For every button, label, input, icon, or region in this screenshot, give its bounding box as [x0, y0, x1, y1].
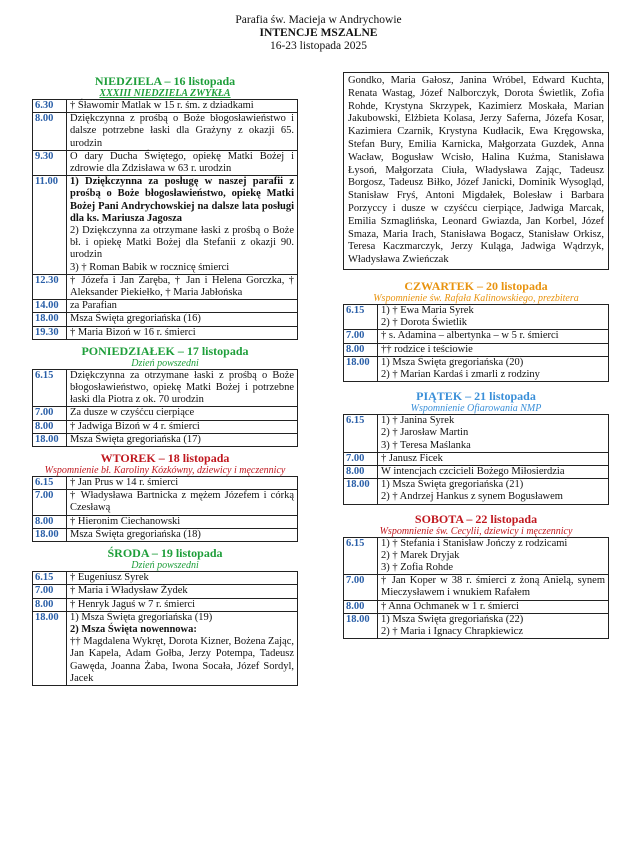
- table-row: [33, 100, 298, 113]
- table-row: [33, 585, 298, 598]
- mass-intention: [378, 613, 609, 638]
- day-title-saturday: SOBOTA – 22 listopada: [414, 511, 538, 526]
- intention-line: 2) † Marek Dryjak: [381, 549, 460, 561]
- mass-time: 6.30: [33, 100, 67, 113]
- mass-time: 6.15: [33, 572, 67, 585]
- mass-intention: † Maria Bizoń w 16 r. śmierci: [67, 326, 298, 339]
- mass-table-monday: [32, 369, 298, 447]
- mass-time: 12.30: [33, 274, 67, 299]
- table-row: [33, 598, 298, 611]
- day-title-tuesday: WTOREK – 18 listopada: [100, 451, 230, 466]
- table-row: [344, 343, 609, 356]
- mass-intention: za Parafian: [67, 300, 298, 313]
- intention-line: †† Magdalena Wykręt, Dorota Kizner, Bożena Zając, Jan Kapela, Adam Gołba, Jerzy Potempa, Tadeusz Gawęda, Joanna Żaba, Iwona Socała, Józef Sordyl, Jacek: [70, 636, 294, 684]
- table-row: [33, 420, 298, 433]
- mass-intention: O dary Ducha Świętego, opiekę Matki Bożej i zdrowie dla Zdzisława w 63 r. urodzin: [67, 150, 298, 175]
- intention-line: 3) † Teresa Maślanka: [381, 439, 471, 451]
- mass-time: 6.15: [344, 537, 378, 575]
- mass-intention: † Władysława Bartnicka z mężem Józefem i córką Czesławą: [67, 490, 298, 515]
- table-row: [33, 274, 298, 299]
- mass-intention: Msza Święta gregoriańska (17): [67, 433, 298, 446]
- intention-line: 2) † Dorota Świetlik: [381, 317, 468, 329]
- mass-intention: † s. Adamina – albertynka – w 5 r. śmierci: [378, 330, 609, 343]
- table-row: [344, 613, 609, 638]
- mass-time: 7.00: [33, 490, 67, 515]
- mass-time: 9.30: [33, 150, 67, 175]
- mass-intention: [378, 304, 609, 329]
- mass-intention: † Śławomir Matlak w 15 r. śm. z dziadkami: [67, 100, 298, 113]
- table-row: [33, 300, 298, 313]
- mass-time: 18.00: [344, 356, 378, 381]
- table-row: [344, 465, 609, 478]
- mass-intention: [67, 176, 298, 275]
- right-column: [343, 72, 609, 639]
- mass-intention: † Henryk Jaguś w 7 r. śmierci: [67, 598, 298, 611]
- day-title-monday: PONIEDZIAŁEK – 17 listopada: [81, 343, 249, 358]
- day-title-thursday: CZWARTEK – 20 listopada: [404, 278, 548, 293]
- intention-line: 1) Dziękczynna za posługę w naszej parafii z prośbą o Boże błogosławieństwo, opiekę Matki Bożej Pani Andrychowskiej na dalsze lata posługi dla ks. Mariusza Jagosza: [70, 176, 294, 224]
- mass-intention: †† rodzice i teściowie: [378, 343, 609, 356]
- table-row: [33, 528, 298, 541]
- mass-time: 8.00: [33, 420, 67, 433]
- day-subtitle-tuesday: Wspomnienie bł. Karoliny Kózkówny, dziewicy i męczennicy: [44, 465, 286, 477]
- table-row: [33, 477, 298, 490]
- table-row: [33, 113, 298, 151]
- novena-continuation: Gondko, Maria Gałosz, Janina Wróbel, Edward Kuchta, Renata Wastag, Józef Nalborczyk, Dorota Świetlik, Zofia Rohde, Krystyna Skrzypek, Kazimierz Moskała, Marian Jakubowski, Elżbieta Kolasa, Jerzy Saferna, Józefa Kosar, Kazimiera Czarnik, Krystyna Kudłacik, Ewa Kręgowska, Stefan Bury, Emilia Karnicka, Małgorzata Guzdek, Anna Wacław, Bogusław Wcisło, Halina Kuźma, Stanisława Łysoń, Małgorzata Ciuła, Władysława Zając, Tadeusz Borgosz, Tadeusz Biłko, Józef Janicki, Dominik Wysogląd, Stanisław Fryś, Antoni Migdałek, Bolesław i Barbara Porzyccy i dusze w czyśćcu cierpiące, Jadwiga Marcak, Emilia Szmaglińska, Leonard Gwiazda, Jan Korbel, Józef Smaza, Maria Irach, Stanisława Bogacz, Stanisław Orkisz, Teresa Kaczmarczyk, Jerzy Kuląga, Jadwiga Wądrzyk, Władysława Zwieńczak: [343, 72, 609, 270]
- intention-line: 3) † Roman Babik w rocznicę śmierci: [70, 261, 230, 273]
- intention-line: 2) Dziękczynna za otrzymane łaski z prośbą o Boże bł. i opiekę Matki Bożej dla Stefanii z okazji 90. urodzin: [70, 225, 294, 261]
- mass-intention: † Janusz Ficek: [378, 452, 609, 465]
- table-row: [33, 176, 298, 275]
- intention-line: 2) † Jarosław Martin: [381, 427, 469, 439]
- mass-time: 19.30: [33, 326, 67, 339]
- mass-intention: † Jan Prus w 14 r. śmierci: [67, 477, 298, 490]
- mass-time: 18.00: [344, 613, 378, 638]
- mass-time: 7.00: [344, 330, 378, 343]
- mass-intention: † Jadwiga Bizoń w 4 r. śmierci: [67, 420, 298, 433]
- mass-time: 18.00: [33, 528, 67, 541]
- mass-time: 18.00: [33, 611, 67, 685]
- intention-line: 1) Msza Święta gregoriańska (21): [381, 479, 524, 491]
- intention-line: 1) † Stefania i Stanisław Jończy z rodzicami: [381, 537, 568, 549]
- document-title: INTENCJE MSZALNE: [259, 27, 378, 39]
- mass-time: 8.00: [344, 600, 378, 613]
- mass-time: 8.00: [33, 113, 67, 151]
- mass-table-wednesday: [32, 571, 298, 686]
- day-title-friday: PIĄTEK – 21 listopada: [416, 389, 536, 404]
- mass-time: 8.00: [344, 465, 378, 478]
- intention-line: 1) Msza Święta gregoriańska (19): [70, 611, 213, 623]
- table-row: [33, 369, 298, 407]
- mass-intention: Msza Święta gregoriańska (16): [67, 313, 298, 326]
- intention-line: 3) † Zofia Rohde: [381, 562, 454, 573]
- table-row: [344, 452, 609, 465]
- intention-line: 2) Msza Święta nowennowa:: [70, 623, 197, 635]
- mass-intention: Dziękczynna za otrzymane łaski z prośbą o Boże błogosławieństwo, opiekę Matki Bożej i potrzebne łaski dla Piotra z ok. 70 urodzin: [67, 369, 298, 407]
- mass-table-tuesday: [32, 476, 298, 542]
- day-subtitle-wednesday: Dzień powszedni: [131, 560, 199, 572]
- mass-time: 8.00: [33, 598, 67, 611]
- intention-line: 2) † Maria i Ignacy Chrapkiewicz: [381, 626, 523, 638]
- table-row: [344, 479, 609, 504]
- table-row: [33, 433, 298, 446]
- mass-intention: † Hieronim Ciechanowski: [67, 515, 298, 528]
- mass-intention: [378, 537, 609, 575]
- left-column: [32, 70, 298, 686]
- mass-intention: † Jan Koper w 38 r. śmierci z żoną Anielą, synem Mieczysławem i wnukiem Rafałem: [378, 575, 609, 600]
- mass-time: 11.00: [33, 176, 67, 275]
- mass-table-sunday: [32, 99, 298, 340]
- day-title-wednesday: ŚRODA – 19 listopada: [107, 546, 223, 561]
- table-row: [344, 575, 609, 600]
- table-row: [33, 490, 298, 515]
- intention-line: 2) † Andrzej Hankus z synem Bogusławem: [381, 491, 563, 503]
- mass-time: 6.15: [344, 304, 378, 329]
- mass-time: 7.00: [344, 575, 378, 600]
- mass-intention: Msza Święta gregoriańska (18): [67, 528, 298, 541]
- mass-time: 18.00: [344, 479, 378, 504]
- table-row: [33, 407, 298, 420]
- day-subtitle-sunday: XXXIII NIEDZIELA ZWYKŁA: [99, 88, 231, 99]
- mass-time: 8.00: [33, 515, 67, 528]
- mass-intention: † Józefa i Jan Zaręba, † Jan i Helena Gorczka, † Aleksander Piekiełko, † Maria Jabłońska: [67, 274, 298, 299]
- day-subtitle-friday: Wspomnienie Ofiarowania NMP: [410, 403, 542, 415]
- mass-intention: † Maria i Władysław Żydek: [67, 585, 298, 598]
- table-row: [33, 313, 298, 326]
- mass-intention: Dziękczynna z prośbą o Boże błogosławieństwo i dalsze potrzebne łaski dla Grażyny z okazji 65. urodzin: [67, 113, 298, 151]
- mass-intention: † Anna Ochmanek w 1 r. śmierci: [378, 600, 609, 613]
- mass-intention: [378, 356, 609, 381]
- mass-time: 14.00: [33, 300, 67, 313]
- mass-intention: W intencjach czcicieli Bożego Miłosierdzia: [378, 465, 609, 478]
- mass-table-thursday: [343, 304, 609, 382]
- mass-intention: [378, 479, 609, 504]
- table-row: [344, 537, 609, 575]
- table-row: [33, 326, 298, 339]
- page-header: [0, 14, 637, 53]
- table-row: [344, 330, 609, 343]
- table-row: [344, 304, 609, 329]
- table-row: [344, 356, 609, 381]
- table-row: [344, 415, 609, 453]
- mass-time: 8.00: [344, 343, 378, 356]
- parish-name: Parafia św. Macieja w Andrychowie: [235, 14, 402, 26]
- day-subtitle-saturday: Wspomnienie św. Cecylii, dziewicy i męczennicy: [379, 525, 573, 537]
- mass-time: 6.15: [33, 477, 67, 490]
- day-subtitle-thursday: Wspomnienie św. Rafała Kalinowskiego, prezbitera: [373, 292, 579, 304]
- mass-time: 7.00: [33, 585, 67, 598]
- mass-time: 7.00: [33, 407, 67, 420]
- table-row: [33, 515, 298, 528]
- mass-table-friday: [343, 414, 609, 504]
- intention-line: 1) Msza Święta gregoriańska (20): [381, 356, 524, 368]
- day-title-sunday: NIEDZIELA – 16 listopada: [94, 74, 236, 88]
- intention-line: 1) † Ewa Maria Syrek: [381, 304, 474, 316]
- intention-line: 1) † Janina Syrek: [381, 415, 455, 427]
- mass-time: 6.15: [344, 415, 378, 453]
- mass-time: 18.00: [33, 313, 67, 326]
- mass-time: 7.00: [344, 452, 378, 465]
- intention-line: 2) † Marian Kardaś i zmarli z rodziny: [381, 368, 540, 380]
- table-row: [33, 150, 298, 175]
- table-row: [33, 611, 298, 685]
- table-row: [33, 572, 298, 585]
- day-subtitle-monday: Dzień powszedni: [131, 357, 199, 369]
- mass-intention: [67, 611, 298, 685]
- mass-time: 6.15: [33, 369, 67, 407]
- date-range: 16-23 listopada 2025: [269, 40, 368, 52]
- intention-line: 1) Msza Święta gregoriańska (22): [381, 613, 524, 625]
- mass-intention: † Eugeniusz Syrek: [67, 572, 298, 585]
- mass-intention: Za dusze w czyśćcu cierpiące: [67, 407, 298, 420]
- table-row: [344, 600, 609, 613]
- mass-time: 18.00: [33, 433, 67, 446]
- mass-intention: [378, 415, 609, 453]
- mass-table-saturday: [343, 537, 609, 640]
